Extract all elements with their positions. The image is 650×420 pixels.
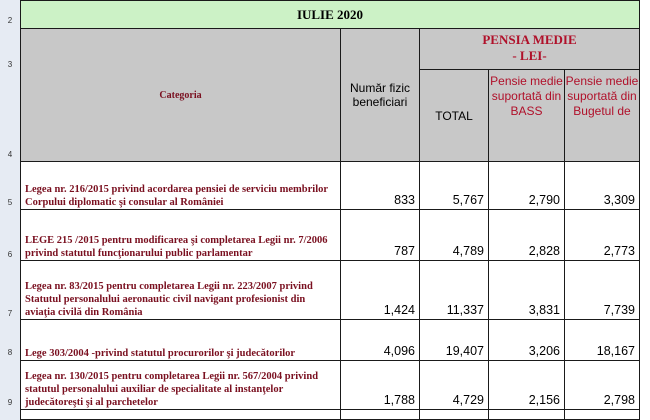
row-number[interactable]: 7 bbox=[7, 309, 13, 318]
header-categoria[interactable]: Categoria bbox=[20, 28, 341, 162]
buget-cell[interactable]: 2,798 bbox=[564, 360, 640, 410]
numar-cell[interactable]: 4,096 bbox=[340, 319, 420, 361]
header-pensia-medie[interactable] bbox=[419, 28, 640, 70]
pensia-medie-label: PENSIA MEDIE bbox=[482, 32, 577, 47]
bass-cell[interactable]: 3,206 bbox=[488, 319, 565, 361]
category-cell[interactable]: Lege 303/2004 -privind statutul procurorilor şi judecătorilor bbox=[20, 319, 341, 361]
header-numar-fizic[interactable]: Număr fizic beneficiari bbox=[340, 28, 420, 162]
header-pensie-buget[interactable]: Pensie medie suportată din Bugetul de bbox=[564, 69, 640, 162]
empty-cell[interactable] bbox=[488, 409, 565, 420]
empty-cell[interactable] bbox=[419, 409, 489, 420]
empty-cell[interactable] bbox=[564, 409, 640, 420]
bass-cell[interactable]: 3,831 bbox=[488, 260, 565, 320]
total-cell[interactable]: 4,729 bbox=[419, 360, 489, 410]
row-number[interactable]: 6 bbox=[7, 250, 13, 259]
header-total[interactable]: TOTAL bbox=[419, 69, 489, 162]
total-cell[interactable]: 19,407 bbox=[419, 319, 489, 361]
empty-cell[interactable] bbox=[340, 409, 420, 420]
buget-cell[interactable]: 7,739 bbox=[564, 260, 640, 320]
row-number[interactable]: 8 bbox=[7, 348, 13, 357]
category-cell[interactable]: Legea nr. 216/2015 privind acordarea pensiei de serviciu membrilor Corpului diplomatic şi consular al României bbox=[20, 161, 341, 210]
row-number[interactable]: 2 bbox=[7, 16, 13, 25]
empty-cell[interactable] bbox=[20, 409, 341, 420]
category-cell[interactable]: Legea nr. 83/2015 pentru completarea Legii nr. 223/2007 privind Statutul personalului aeronautic civil navigant profesionist din aviaţia civilă din România bbox=[20, 260, 341, 320]
total-cell[interactable]: 5,767 bbox=[419, 161, 489, 210]
numar-cell[interactable]: 833 bbox=[340, 161, 420, 210]
buget-cell[interactable]: 2,773 bbox=[564, 209, 640, 261]
bass-cell[interactable]: 2,156 bbox=[488, 360, 565, 410]
total-cell[interactable]: 4,789 bbox=[419, 209, 489, 261]
row-number[interactable]: 5 bbox=[7, 198, 13, 207]
bass-cell[interactable]: 2,790 bbox=[488, 161, 565, 210]
total-cell[interactable]: 11,337 bbox=[419, 260, 489, 320]
lei-label: - LEI- bbox=[512, 48, 547, 63]
buget-cell[interactable]: 18,167 bbox=[564, 319, 640, 361]
numar-cell[interactable]: 1,424 bbox=[340, 260, 420, 320]
numar-cell[interactable]: 787 bbox=[340, 209, 420, 261]
row-number[interactable]: 4 bbox=[7, 150, 13, 159]
header-pensie-bass[interactable]: Pensie medie suportată din BASS bbox=[488, 69, 565, 162]
numar-cell[interactable]: 1,788 bbox=[340, 360, 420, 410]
buget-cell[interactable]: 3,309 bbox=[564, 161, 640, 210]
row-number[interactable]: 9 bbox=[7, 398, 13, 407]
row-number[interactable]: 3 bbox=[7, 60, 13, 69]
sheet-title-cell[interactable]: IULIE 2020 bbox=[20, 0, 640, 29]
category-cell[interactable]: LEGE 215 /2015 pentru modificarea şi completarea Legii nr. 7/2006 privind statutul funcţionarului public parlamentar bbox=[20, 209, 341, 261]
bass-cell[interactable]: 2,828 bbox=[488, 209, 565, 261]
category-cell[interactable]: Legea nr. 130/2015 pentru completarea Legii nr. 567/2004 privind statutul personalului auxiliar de specialitate al instanţelor judecătoreşti şi al parchetelor bbox=[20, 360, 341, 410]
